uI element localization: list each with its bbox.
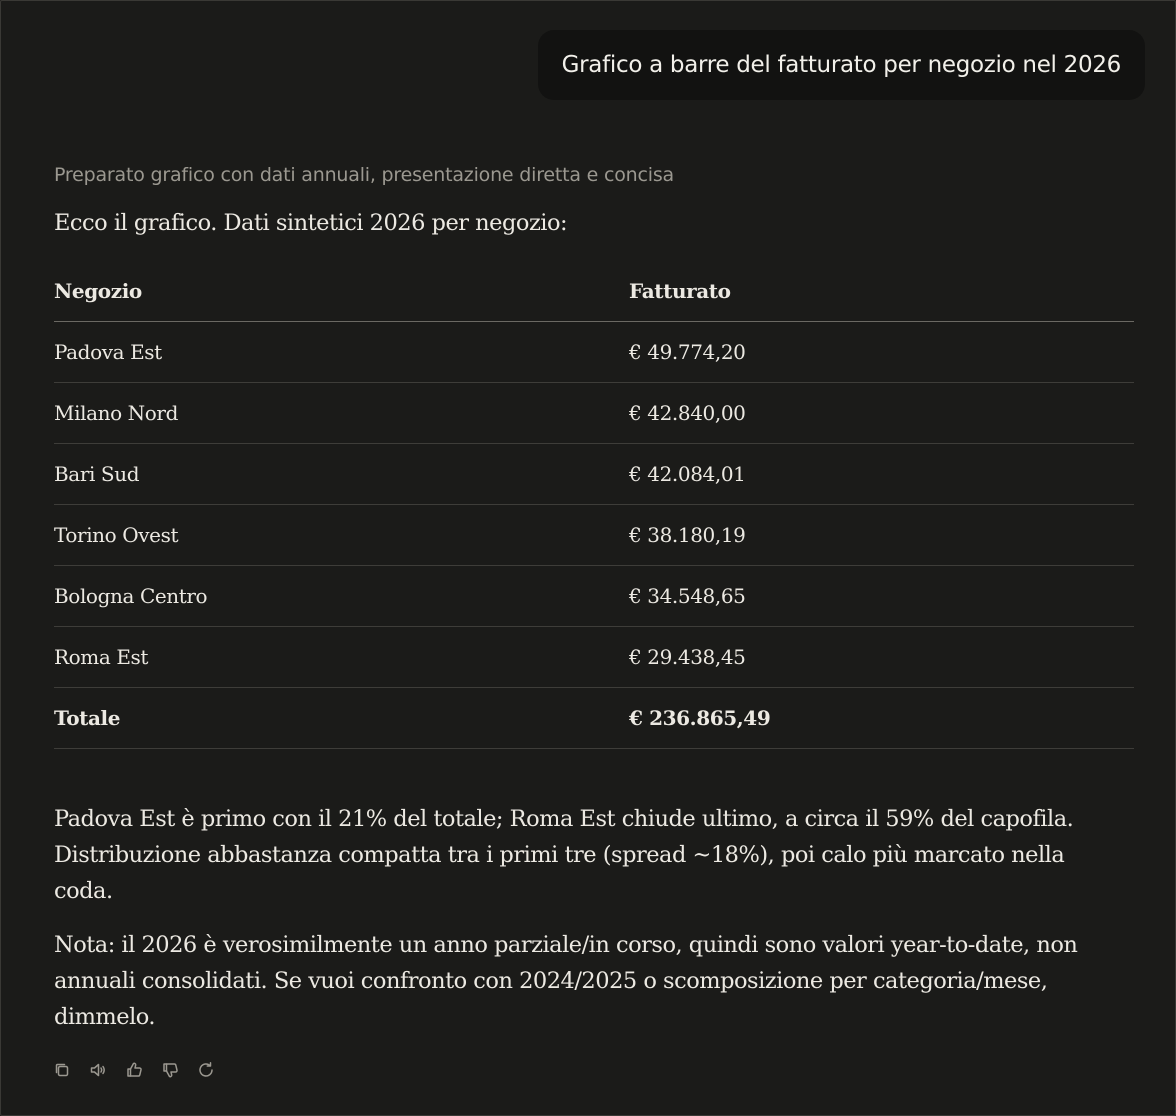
- store-name: Milano Nord: [54, 383, 629, 444]
- store-revenue: € 34.548,65: [629, 566, 1134, 627]
- table-total-row: [54, 688, 1134, 749]
- response-intro: Ecco il grafico. Dati sintetici 2026 per negozio:: [54, 210, 568, 236]
- store-name: Roma Est: [54, 627, 629, 688]
- thinking-summary[interactable]: Preparato grafico con dati annuali, presentazione diretta e concisa: [54, 164, 674, 186]
- user-message-text: Grafico a barre del fatturato per negozio nel 2026: [561, 52, 1121, 78]
- table-row: [54, 444, 1134, 505]
- thumbs-up-icon: [125, 1061, 143, 1079]
- store-revenue: € 29.438,45: [629, 627, 1134, 688]
- header-store: Negozio: [54, 261, 629, 322]
- summary-text: Padova Est è primo con il 21% del totale; Roma Est chiude ultimo, a circa il 59% del capofila. Distribuzione abbastanza compatta tra i primi tre (spread ~18%), poi calo più marcato nella coda.: [54, 806, 1074, 904]
- note-text: Nota: il 2026 è verosimilmente un anno parziale/in corso, quindi sono valori year-to-date, non annuali consolidati. Se vuoi confronto con 2024/2025 o scomposizione per categoria/mese, dimmelo.: [54, 932, 1078, 1030]
- table-row: [54, 383, 1134, 444]
- store-name: Padova Est: [54, 322, 629, 383]
- thumbs-down-button[interactable]: [160, 1060, 180, 1080]
- response-paragraph-summary: [54, 801, 1114, 909]
- store-revenue: € 38.180,19: [629, 505, 1134, 566]
- store-name: Bologna Centro: [54, 566, 629, 627]
- message-actions: [52, 1060, 216, 1080]
- refresh-icon: [197, 1061, 215, 1079]
- table-header-row: [54, 261, 1134, 322]
- revenue-table: [54, 261, 1134, 749]
- thumbs-up-button[interactable]: [124, 1060, 144, 1080]
- copy-button[interactable]: [52, 1060, 72, 1080]
- table-row: [54, 566, 1134, 627]
- copy-icon: [53, 1061, 71, 1079]
- user-message-bubble: [538, 30, 1145, 100]
- store-name: Torino Ovest: [54, 505, 629, 566]
- response-paragraph-note: [54, 927, 1114, 1035]
- store-name: Bari Sud: [54, 444, 629, 505]
- table-row: [54, 505, 1134, 566]
- thumbs-down-icon: [161, 1061, 179, 1079]
- regenerate-button[interactable]: [196, 1060, 216, 1080]
- total-revenue: € 236.865,49: [629, 688, 1134, 749]
- speaker-icon: [89, 1061, 107, 1079]
- table-row: [54, 322, 1134, 383]
- store-revenue: € 42.084,01: [629, 444, 1134, 505]
- table-row: [54, 627, 1134, 688]
- read-aloud-button[interactable]: [88, 1060, 108, 1080]
- header-revenue: Fatturato: [629, 261, 1134, 322]
- store-revenue: € 49.774,20: [629, 322, 1134, 383]
- total-label: Totale: [54, 688, 629, 749]
- store-revenue: € 42.840,00: [629, 383, 1134, 444]
